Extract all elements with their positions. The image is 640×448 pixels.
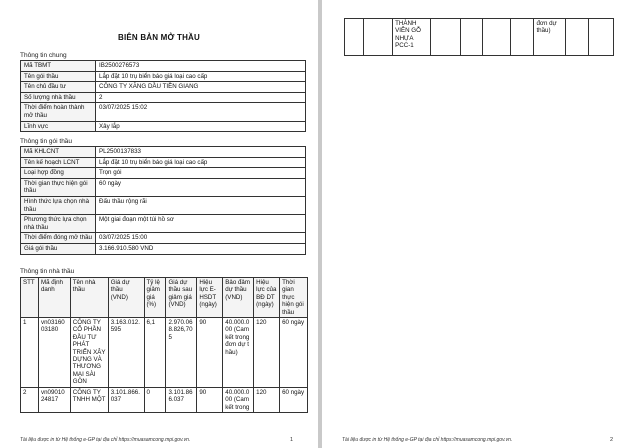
column-header: Bảo đảm dự thầu (VND) xyxy=(223,278,254,318)
column-header: Giá dự thầu (VND) xyxy=(108,278,144,318)
document-page-1 xyxy=(0,0,318,448)
table-row: 2 vn0901024817 CÔNG TY TNHH MỘT 3.101.866.037 0 3.101.866.037 90 40.000.000 (Cam kết trong 120 60 ngày xyxy=(21,387,308,412)
bidder-table xyxy=(20,277,308,413)
bidder-table-continuation xyxy=(344,18,614,56)
column-header: Thời gian thực hiện gói thầu xyxy=(280,278,308,318)
table-row: Giá gói thầu 3.166.910.580 VND xyxy=(21,243,306,254)
table-row: Thời điểm hoàn thành mở thầu 03/07/2025 15:02 xyxy=(21,103,306,121)
table-row: Mã KHLCNT PL2500137833 xyxy=(21,147,306,158)
document-page-2 xyxy=(322,0,640,448)
column-header: Giá dự thầu sau giảm giá (VND) xyxy=(166,278,197,318)
page-footer: Tài liệu được in từ Hệ thống e-GP tại địa chỉ https://muasamcong.mpi.gov.vn. xyxy=(20,437,191,443)
package-info-table xyxy=(20,146,306,255)
general-info-table xyxy=(20,60,306,132)
page-number: 2 xyxy=(610,437,614,443)
general-info-heading: Thông tin chung xyxy=(20,52,67,59)
column-header: STT xyxy=(21,278,39,318)
table-row: Thời điểm đóng mở thầu 03/07/2025 15:00 xyxy=(21,233,306,244)
column-header: Hiệu lực của BĐ DT (ngày) xyxy=(254,278,280,318)
document-title: BIÊN BẢN MỞ THẦU xyxy=(117,33,201,42)
column-header: Tỷ lệ giảm giá (%) xyxy=(144,278,166,318)
table-row: Hình thức lựa chọn nhà thầu Đấu thầu rộng rãi xyxy=(21,196,306,214)
table-row: Phương thức lựa chọn nhà thầu Một giai đoạn một túi hồ sơ xyxy=(21,215,306,233)
table-row: Mã TBMT IB2500276573 xyxy=(21,61,306,72)
table-row: Tên chủ đầu tư CÔNG TY XĂNG DẦU TIỀN GIANG xyxy=(21,82,306,93)
table-row: Thời gian thực hiện gói thầu 60 ngày xyxy=(21,178,306,196)
package-info-heading: Thông tin gói thầu xyxy=(20,138,73,145)
table-header-row xyxy=(21,278,308,318)
table-row: Tên kế hoạch LCNT Lắp đặt 10 trụ biển báo giá loại cao cấp xyxy=(21,157,306,168)
column-header: Tên nhà thầu xyxy=(70,278,108,318)
bidder-info-heading: Thông tin nhà thầu xyxy=(20,268,75,275)
table-row: Tên gói thầu Lắp đặt 10 trụ biển báo giá loại cao cấp xyxy=(21,71,306,82)
table-row: Loại hợp đồng Trọn gói xyxy=(21,168,306,179)
table-row: 1 vn0316003180 CÔNG TY CỔ PHẦN ĐẦU TƯ PHÁT TRIỂN XÂY DỰNG VÀ THƯƠNG MẠI SÀI GÒN 3.163.012.595 6,1 2.970.068.826,705 90 40.000.000 (Cam kết trong đơn dự thầu) 120 60 ngày xyxy=(21,318,308,388)
page-number: 1 xyxy=(290,437,294,443)
column-header: Hiệu lực E-HSDT (ngày) xyxy=(197,278,223,318)
page-footer: Tài liệu được in từ Hệ thống e-GP tại địa chỉ https://muasamcong.mpi.gov.vn. xyxy=(342,437,513,443)
table-row: Số lượng nhà thầu 2 xyxy=(21,92,306,103)
table-row: THÀNH VIÊN GỖ NHỰA PCC-1 đơn dự thầu) xyxy=(345,19,614,56)
column-header: Mã định danh xyxy=(38,278,70,318)
table-row: Lĩnh vực Xây lắp xyxy=(21,121,306,132)
